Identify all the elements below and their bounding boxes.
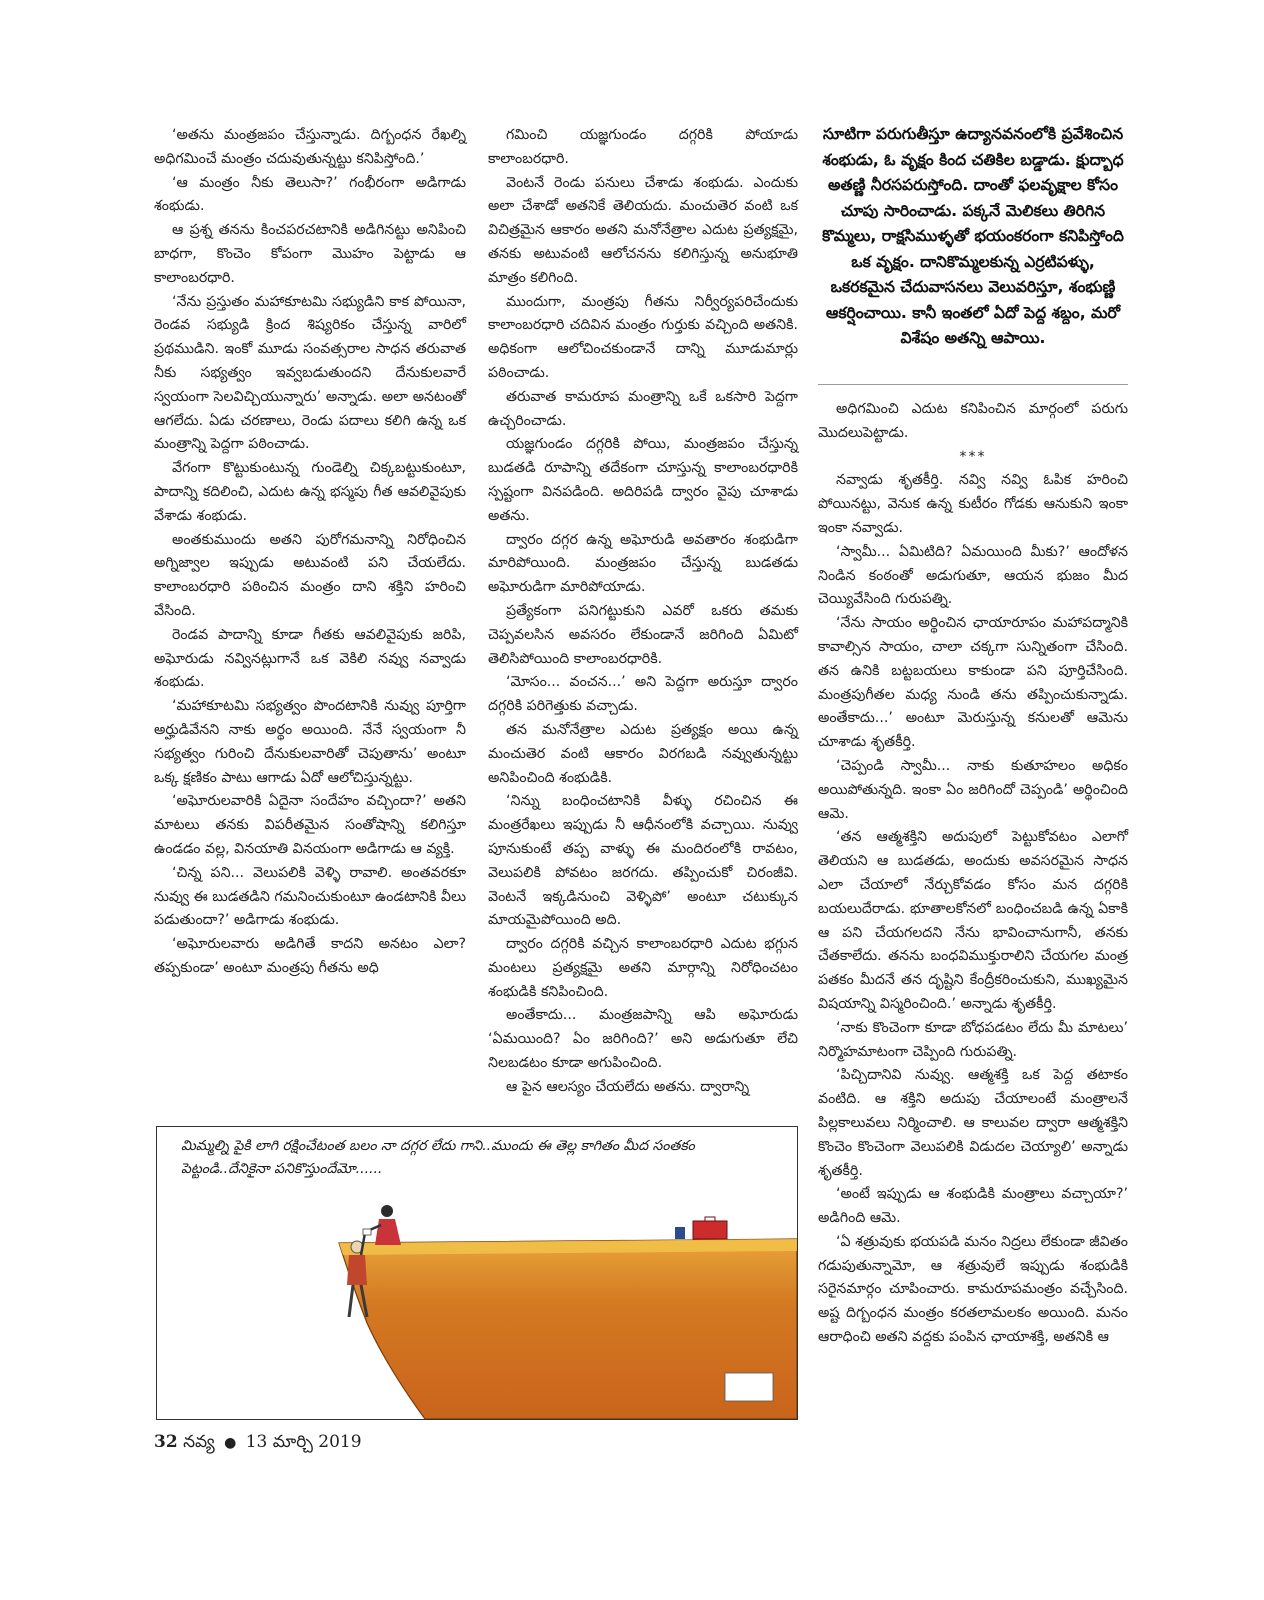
paragraph: రెండవ పాదాన్ని కూడా గీతకు ఆవలివైపుకు జరిపి, అఘోరుడు నవ్వినట్లుగానే ఒక వెకిలి నవ్వు నవ్వాడు శంభుడు. [154, 626, 466, 691]
column-2 [488, 124, 798, 1100]
paragraph: వెంటనే రెండు పనులు చేశాడు శంభుడు. ఎందుకు అలా చేశాడో అతనికే తెలియదు. మంచుతెర వంటి ఒక విచిత్రమైన ఆకారం అతని మనోనేత్రాల ఎదుట ప్రత్యక్షమై, తనకు అటువంటి ఆలోచనను కలిగిస్తున్న అనుభూతి మాత్రం కలిగింది. [488, 174, 798, 286]
paragraph: ‘ఆ మంత్రం నీకు తెలుసా?’ గంభీరంగా అడిగాడు శంభుడు. [154, 174, 466, 215]
woman-on-cliff [363, 1205, 401, 1245]
paragraph: అధిగమించి ఎదుట కనిపించిన మార్గంలో పరుగు మొదలుపెట్టాడు. [818, 401, 1128, 441]
paragraph: అంతకుముందు అతని పురోగమనాన్ని నిరోధించిన అగ్నిజ్వాల ఇప్పుడు అటువంటి పని చేయలేదు. కాలాంబరధారి పఠించిన మంత్రం దాని శక్తిని హరించి వేసింది. [154, 531, 466, 619]
paragraph: ‘చిన్న పని... వెలుపలికి వెళ్ళి రావాలి. అంతవరకూ నువ్వు ఈ బుడతడిని గమనించుకుంటూ ఉండటానికి వీలు పడుతుందా?’ అడిగాడు శంభుడు. [154, 864, 466, 929]
paragraph: తన మనోనేత్రాల ఎదుట ప్రత్యక్షం అయి ఉన్న మంచుతెర వంటి ఆకారం విరగబడి నవ్వుతున్నట్టు అనిపించింది శంభుడికి. [488, 721, 798, 786]
cartoon-caption: మిమ్మల్ని పైకి లాగి రక్షించేటంత బలం నా దగ్గర లేదు గాని..ముందు ఈ తెల్ల కాగితం మీద సంతకం పెట్టండి..దేనికైనా పనికొస్తుందేమో...... [181, 1138, 695, 1177]
paragraph: వేగంగా కొట్టుకుంటున్న గుండెల్ని చిక్కబట్టుకుంటూ, పాదాన్ని కదిలించి, ఎదుట ఉన్న భస్మపు గీత ఆవలివైపుకు వేశాడు శంభుడు. [154, 460, 466, 524]
page-number: 32 [154, 1432, 178, 1452]
paragraph: అంతేకాదు... మంత్రజపాన్ని ఆపి అఘోరుడు ‘ఏమయింది? ఏం జరిగింది?’ అని అడుగుతూ లేచి నిలబడటం కూడా అగుపించింది. [488, 1007, 798, 1072]
paper [363, 1229, 371, 1235]
paragraph: ‘అఘోరులవారికి ఏదైనా సందేహం వచ్చిందా?’ అతని మాటలు తనకు విపరీతమైన సంతోషాన్ని కలిగిస్తూ ఉండడం వల్ల, వినయాతి వినయంగా అడిగాడు ఆ వ్యక్తి. [154, 793, 466, 857]
paragraph: ‘అతను మంత్రజపం చేస్తున్నాడు. దిగ్బంధన రేఖల్ని అధిగమించే మంత్రం చదువుతున్నట్టు కనిపిస్తోంది.’ [154, 127, 466, 167]
paragraph: ‘నాకు కొంచెంగా కూడా బోధపడటం లేదు మీ మాటలు’ నిర్మొహమాటంగా చెప్పింది గురుపత్ని. [818, 1019, 1128, 1060]
paragraph: ద్వారం దగ్గరికి వచ్చిన కాలాంబరధారి ఎదుట భగ్గున మంటలు ప్రత్యక్షమై అతని మార్గాన్ని నిరోధించటం శంభుడికి కనిపించింది. [488, 936, 798, 1000]
paragraph: ‘ఏ శత్రువుకు భయపడి మనం నిద్రలు లేకుండా జీవితం గడుపుతున్నామో, ఆ శత్రువులే ఇప్పుడు శంభుడికి సరైనమార్గం చూపించారు. కామరూపమంత్రం వచ్చేసింది. అష్ట దిగ్బంధన మంత్రం కరతలామలకం అయింది. మనం ఆరాధించి అతని వద్దకు పంపిన ఛాయాశక్తి, అతనికి ఆ [818, 1233, 1128, 1346]
paragraph: ‘తన ఆత్మశక్తిని అదుపులో పెట్టుకోవటం ఎలాగో తెలియని ఆ బుడతడు, అందుకు అవసరమైన సాధన ఎలా చేయాలో నేర్చుకోవడం కోసం మన దగ్గరికి బయలుదేరాడు. భూతాలకోనలో బంధించబడి ఉన్న ఏకాకి ఆ పని చేయగలదని నేను భావించానుగానీ, తనకు చేతకాలేదు. తనను బంధవిముక్తురాలిని చేయగల మంత్ర పతకం మీదనే తన దృష్టిని కేంద్రీకరించుకుని, ముఖ్యమైన విషయాన్ని విస్మరించింది.’ అన్నాడు శృతకీర్తి. [818, 829, 1128, 1012]
bag [675, 1227, 685, 1239]
issue-date: 13 మార్చి 2019 [245, 1432, 362, 1452]
paragraph: ‘మహాకూటమి సభ్యత్వం పొందటానికి నువ్వు పూర్తిగా అర్హుడివేనని నాకు అర్థం అయింది. నేనే స్వయంగా నీ సభ్యత్వం గురించి దేనుకులవారితో చెపుతాను’ అంటూ ఒక్క క్షణికం పాటు ఆగాడు ఏదో ఆలోచిస్తున్నట్టు. [154, 698, 466, 786]
paragraph: ప్రత్యేకంగా పనిగట్టుకుని ఎవరో ఒకరు తమకు చెప్పవలసిన అవసరం లేకుండానే జరిగింది ఏమిటో తెలిసిపోయింది కాలాంబరధారికి. [488, 602, 798, 667]
column-1 [154, 124, 466, 981]
paragraph: ‘పిచ్చిదానివి నువ్వు. ఆత్మశక్తి ఒక పెద్ద తటాకం వంటిది. ఆ శక్తిని అదుపు చేయాలంటే మంత్రాలనే పిల్లకాలువలు నిర్మించాలి. ఆ కాలువల ద్వారా ఆత్మశక్తిని కొంచెం కొంచెంగా వెలుపలికి విడుదల చెయ్యాలి’ అన్నాడు శృతకీర్తి. [818, 1067, 1128, 1179]
paragraph: ‘నిన్ను బంధించటానికి వీళ్ళు రచించిన ఈ మంత్రరేఖలు ఇప్పుడు నీ ఆధీనంలోకి వచ్చాయి. నువ్వు పూనుకుంటే తప్ప వాళ్ళు ఈ మందిరంలోకి రావటం, వెలుపలికి పోవటం జరగదు. తప్పించుకో చిరంజీవి. వెంటనే ఇక్కడినుంచి వెళ్ళిపో’ అంటూ చటుక్కున మాయమైపోయింది అది. [488, 793, 798, 929]
divider [818, 384, 1128, 385]
paragraph: ‘నేను సాయం అర్థించిన ఛాయారూపం మహాపద్మానికి కావాల్సిన సాయం, చాలా చక్కగా సున్నితంగా చేసింది. తన ఉనికి బట్టబయలు కాకుండా పని పూర్తిచేసింది. మంత్రపుగీతల మధ్య నుండి తను తప్పించుకున్నాడు. అంతేకాదు...’ అంటూ మెరుస్తున్న కనులతో ఆమెను చూశాడు శృతకీర్తి. [818, 615, 1128, 751]
paragraph: ‘అఘోరులవారు అడిగితే కాదని అనటం ఎలా? తప్పకుండా’ అంటూ మంత్రపు గీతను అధి [154, 936, 466, 976]
magazine-name: నవ్య [183, 1432, 215, 1452]
paragraph: ‘స్వామీ... ఏమిటిది? ఏమయింది మీకు?’ ఆందోళన నిండిన కంఠంతో అడుగుతూ, ఆయన భుజం మీద చెయ్యివేసింది గురుపత్ని. [818, 543, 1128, 608]
paragraph: *** [959, 448, 987, 465]
page-footer [154, 1432, 362, 1456]
paragraph: ఆ పైన ఆలస్యం చేయలేదు అతను. ద్వారాన్ని [506, 1078, 750, 1095]
cartoon-illustration [156, 1126, 798, 1420]
paragraph: ఆ ప్రశ్న తనను కించపరచటానికి అడిగినట్టు అనిపించి బాధగా, కొంచెం కోపంగా మొహం పెట్టాడు ఆ కాలాంబరధారి. [154, 222, 466, 286]
paragraph: గమించి యజ్ఞగుండం దగ్గరికి పోయాడు కాలాంబరధారి. [488, 127, 798, 167]
signature-stamp [725, 1373, 773, 1401]
column-3 [818, 398, 1128, 1350]
paragraph: ‘అంటే ఇప్పుడు ఆ శంభుడికి మంత్రాలు వచ్చాయా?’ అడిగింది ఆమె. [818, 1186, 1128, 1227]
paragraph: తరువాత కామరూప మంత్రాన్ని ఒకే ఒకసారి పెద్దగా ఉచ్చరించాడు. [488, 388, 798, 429]
pull-quote: సూటిగా పరుగుతీస్తూ ఉద్యానవనంలోకి ప్రవేశించిన శంభుడు, ఓ వృక్షం కింద చతికిల బడ్డాడు. క్షుద్బాధ అతణ్ణి నీరసపరుస్తోంది. దాంతో ఫలవృక్షాల కోసం చూపు సారించాడు. పక్కనే మెలికలు తిరిగిన కొమ్మలు, రాక్షసిముళ్ళతో భయంకరంగా కనిపిస్తోంది ఒక వృక్షం. దానికొమ్మలకున్న ఎర్రటిపళ్ళు, ఒకరకమైన చేదువాసనలు వెలువరిస్తూ, శంభుణ్ణి ఆకర్షించాయి. కానీ ఇంతలో ఏదో పెద్ద శబ్దం, మరో విశేషం అతన్ని ఆపాయి. [822, 125, 1124, 347]
paragraph: ‘చెప్పండి స్వామీ... నాకు కుతూహలం అధికం అయిపోతున్నది. ఇంకా ఏం జరిగిందో చెప్పండి’ అర్థించింది ఆమె. [818, 757, 1128, 822]
suitcase [693, 1217, 727, 1239]
bullet-icon: ● [224, 1435, 237, 1451]
paragraph: ‘నేను ప్రస్తుతం మహాకూటమి సభ్యుడిని కాక పోయినా, రెండవ సభ్యుడి క్రింద శిష్యరికం చేస్తున్న వారిలో ప్రథముడిని. ఇంకో మూడు సంవత్సరాల సాధన తరువాత నీకు సభ్యత్వం ఇవ్వబడుతుందని దేనుకులవారే స్వయంగా సెలవిచ్చియున్నారు’ అన్నాడు. అలా అనటంతో ఆగలేదు. ఏడు చరణాలు, రెండు పదాలు కలిగి ఉన్న ఒక మంత్రాన్ని పెద్దగా పఠించాడు. [154, 293, 466, 453]
paragraph: యజ్ఞగుండం దగ్గరికి పోయి, మంత్రజపం చేస్తున్న బుడతడి రూపాన్ని తదేకంగా చూస్తున్న కాలాంబరధారికి స్పష్టంగా వినపడింది. అదిరిపడి ద్వారం వైపు చూశాడు అతను. [488, 436, 798, 524]
paragraph: నవ్వాడు శృతకీర్తి. నవ్వి నవ్వి ఓపిక హరించి పోయినట్టు, వెనుక ఉన్న కుటీరం గోడకు ఆనుకుని ఇంకా ఇంకా నవ్వాడు. [818, 472, 1128, 536]
paragraph: ముందుగా, మంత్రపు గీతను నిర్వీర్యపరిచేందుకు కాలాంబరధారి చదివిన మంత్రం గుర్తుకు వచ్చింది అతనికి. అధికంగా ఆలోచించకుండానే దాన్ని మూడుమార్లు పఠించాడు. [488, 293, 798, 381]
paragraph: ద్వారం దగ్గర ఉన్న అఘోరుడి అవతారం శంభుడిగా మారిపోయింది. మంత్రజపం చేస్తున్న బుడతడు అఘోరుడిగా మారిపోయాడు. [488, 531, 798, 596]
paragraph: ‘మోసం... వంచన...’ అని పెద్దగా అరుస్తూ ద్వారం దగ్గరికి పరిగెత్తుకు వచ్చాడు. [488, 674, 798, 715]
